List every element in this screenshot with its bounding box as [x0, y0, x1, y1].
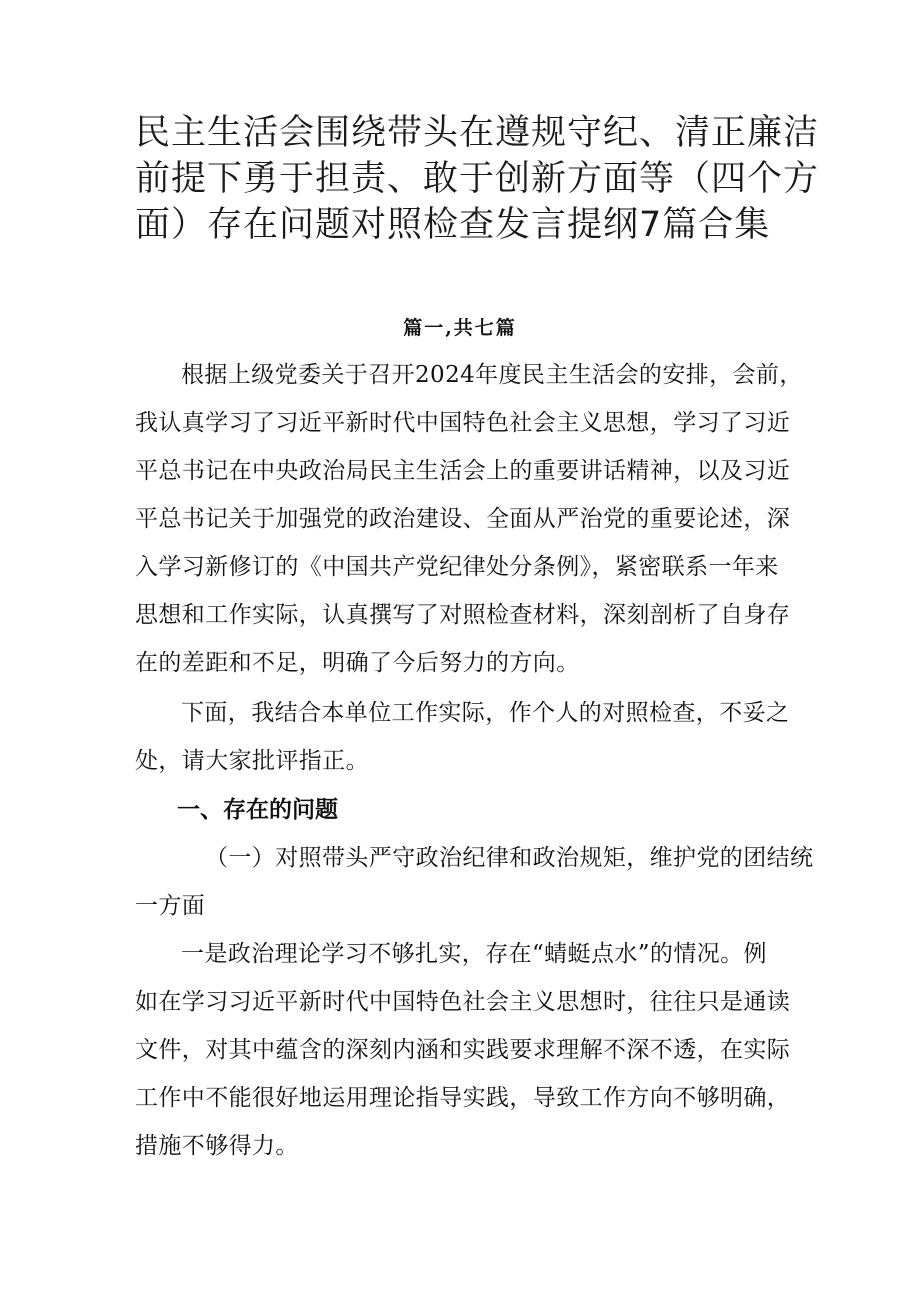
paragraph-line: 下面，我结合本单位工作实际，作个人的对照检查，不妥之: [181, 700, 790, 726]
paragraph-line: 处，请大家批评指正。: [135, 748, 369, 774]
paragraph-statement: [135, 689, 795, 785]
title-line: 面）存在问题对照检查发言提纲7篇合集: [135, 205, 771, 245]
section-heading-block: [135, 788, 795, 832]
paragraph-line: 文件，对其中蕴含的深刻内涵和实践要求理解不深不透，在实际: [135, 1037, 791, 1063]
subsection-line: 一方面: [135, 893, 206, 919]
paragraph-line: 根据上级党委关于召开2024年度民主生活会的安排，会前，: [181, 362, 803, 388]
paragraph-line: 措施不够得力。: [135, 1133, 299, 1159]
subsection-heading: [135, 834, 814, 930]
subsection-line: （一）对照带头严守政治纪律和政治规矩，维护党的团结统: [205, 845, 814, 871]
paragraph-line: 思想和工作实际，认真撰写了对照检查材料，深刻剖析了自身存: [135, 602, 791, 628]
title-line: 前提下勇于担责、敢于创新方面等（四个方: [135, 159, 820, 199]
paragraph-line: 一是政治理论学习不够扎实，存在“蜻蜓点水”的情况。例: [181, 941, 767, 967]
document-subtitle: 篇一,共七篇: [403, 317, 517, 339]
paragraph-line: 平总书记在中央政治局民主生活会上的重要讲话精神，以及习近: [135, 458, 791, 484]
section-heading: 一、存在的问题: [177, 797, 338, 823]
title-line: 民主生活会围绕带头在遵规守纪、清正廉洁: [135, 113, 820, 153]
paragraph-line: 在的差距和不足，明确了今后努力的方向。: [135, 650, 580, 676]
paragraph-line: 我认真学习了习近平新时代中国特色社会主义思想，学习了习近: [135, 410, 791, 436]
paragraph-line: 入学习新修订的《中国共产党纪律处分条例》，紧密联系一年来: [135, 554, 779, 580]
paragraph-line: 工作中不能很好地运用理论指导实践，导致工作方向不够明确，: [135, 1085, 791, 1111]
paragraph-intro: [135, 351, 803, 687]
paragraph-line: 如在学习习近平新时代中国特色社会主义思想时，往往只是通读: [135, 989, 791, 1015]
document-title: [135, 110, 820, 248]
paragraph-line: 平总书记关于加强党的政治建设、全面从严治党的重要论述，深: [135, 506, 791, 532]
paragraph-issue-one: [135, 930, 795, 1170]
